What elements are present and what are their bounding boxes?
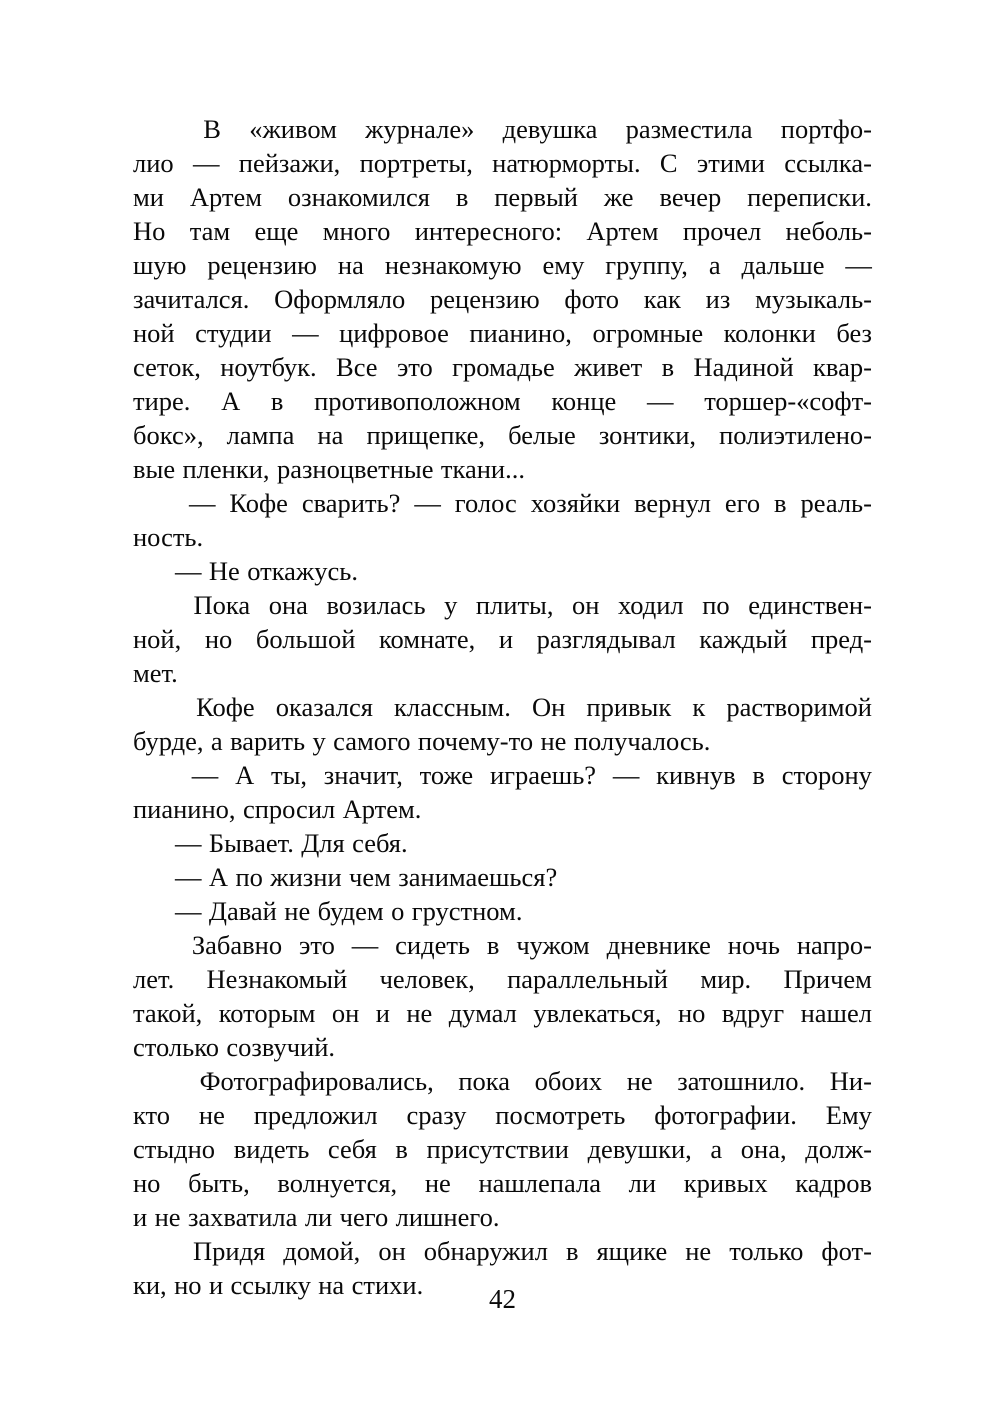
word: человек, (379, 964, 475, 994)
word: девушки, (587, 1134, 692, 1164)
word: же (603, 182, 634, 212)
word: там (189, 216, 231, 246)
word: напро- (796, 930, 872, 960)
word: будем (317, 896, 384, 926)
word: ноутбук. (220, 352, 317, 382)
word: но (133, 1168, 161, 1198)
word: Ни- (829, 1066, 872, 1096)
word: не (540, 726, 567, 756)
word: сеток, (133, 352, 201, 382)
word: рецензию (430, 284, 540, 314)
word: А (221, 386, 241, 416)
word: а (210, 726, 223, 756)
word: полиэтилено- (719, 420, 872, 450)
word: — (192, 148, 220, 178)
page-number: 42 (489, 1284, 516, 1314)
word: — (188, 488, 216, 518)
word: он (378, 1236, 406, 1266)
word: откажусь. (247, 556, 358, 586)
word: зонтики, (598, 420, 697, 450)
word: сидеть (395, 930, 471, 960)
word: Артем. (342, 794, 422, 824)
word: пианино, (133, 794, 236, 824)
word: по (702, 590, 730, 620)
word: противоположном (314, 386, 521, 416)
word: группу, (605, 250, 688, 280)
word: к (692, 692, 706, 722)
word: живет (574, 352, 643, 382)
word: ной, (133, 624, 182, 654)
word: чужом (516, 930, 590, 960)
word: музыкаль- (755, 284, 872, 314)
word: — (175, 896, 202, 926)
word: и (133, 1202, 148, 1232)
text-line (133, 792, 872, 826)
word: ты, (270, 760, 307, 790)
word: сразу (406, 1100, 467, 1130)
word: кто (133, 1100, 171, 1130)
word: его (724, 488, 761, 518)
word: ссылку (230, 1270, 311, 1300)
word: тоже (419, 760, 474, 790)
word: не (406, 998, 433, 1028)
word: студии (195, 318, 272, 348)
text-line (133, 860, 872, 894)
word: — (175, 828, 202, 858)
word: Все (336, 352, 378, 382)
text-line (133, 418, 872, 452)
text-line (133, 894, 872, 928)
text-line (133, 282, 872, 316)
text-line (133, 724, 872, 758)
word: ознакомился (287, 182, 430, 212)
word: Ему (825, 1100, 872, 1130)
text-line (133, 1030, 872, 1064)
word: тире. (133, 386, 191, 416)
word: параллельный (507, 964, 668, 994)
text-line (133, 996, 872, 1030)
text-line (133, 588, 872, 622)
word: фот- (821, 1236, 872, 1266)
word: себя (327, 1134, 377, 1164)
text-line (133, 520, 872, 554)
text-line (133, 622, 872, 656)
word: не (198, 1100, 225, 1130)
word: «живом (249, 114, 337, 144)
word: первый (494, 182, 578, 212)
word: значит, (323, 760, 403, 790)
word: неболь- (785, 216, 872, 246)
word: на (317, 420, 344, 450)
word: получалось. (573, 726, 711, 756)
word: предложил (253, 1100, 378, 1130)
word: зачитался. (133, 284, 250, 314)
word: это (396, 352, 433, 382)
word: а (708, 250, 721, 280)
word: Давай (208, 896, 277, 926)
word: стихи. (351, 1270, 424, 1300)
word: и (208, 1270, 224, 1300)
word: ность. (133, 522, 204, 552)
word: которым (218, 998, 316, 1028)
word: из (705, 284, 731, 314)
word: вые (133, 454, 176, 484)
word: он (331, 998, 360, 1028)
text-line (133, 214, 872, 248)
word: фотографии. (654, 1100, 797, 1130)
word: но (677, 998, 706, 1028)
word: она (268, 590, 308, 620)
word: Надиной (693, 352, 794, 382)
word: в (455, 182, 469, 212)
word: фото (564, 284, 619, 314)
word: Для (301, 828, 345, 858)
word: шую (133, 250, 187, 280)
word: торшер-«софт- (704, 386, 872, 416)
word: у (312, 726, 326, 756)
word: Артем (586, 216, 659, 246)
word: сварить? (301, 488, 401, 518)
word: в (270, 386, 284, 416)
word: нашел (800, 998, 872, 1028)
word: варить (230, 726, 306, 756)
word: на (337, 250, 364, 280)
word: присутствии (426, 1134, 569, 1164)
word: колонки (723, 318, 816, 348)
word: занимаешься? (398, 862, 558, 892)
word: жизни (270, 862, 342, 892)
word: журнале» (365, 114, 475, 144)
word: Кофе (196, 692, 255, 722)
word: разместила (625, 114, 753, 144)
word: пленки, (182, 454, 270, 484)
word: — (191, 760, 219, 790)
word: стыдно (133, 1134, 216, 1164)
word: пианино, (469, 318, 572, 348)
word: долж- (805, 1134, 872, 1164)
word: девушка (502, 114, 598, 144)
word: не (154, 1202, 181, 1232)
word: домой, (283, 1236, 361, 1266)
word: ли (628, 1168, 657, 1198)
word: но (204, 624, 233, 654)
word: Бывает. (208, 828, 294, 858)
text-line (133, 112, 872, 146)
word: пейзажи, (238, 148, 341, 178)
text-line (133, 826, 872, 860)
word: чего (339, 1202, 389, 1232)
word: посмотреть (495, 1100, 626, 1130)
word: единствен- (748, 590, 872, 620)
word: ки, (133, 1270, 167, 1300)
word: — (647, 386, 674, 416)
word: не (626, 1066, 653, 1096)
word: много (322, 216, 391, 246)
word: увлекаться, (533, 998, 662, 1028)
word: он (572, 590, 600, 620)
word: бокс», (133, 420, 204, 450)
text-line (133, 486, 872, 520)
text-line (133, 758, 872, 792)
word: кивнув (656, 760, 736, 790)
word: обоих (534, 1066, 603, 1096)
word: ссылка- (784, 148, 872, 178)
word: ми (133, 182, 164, 212)
word: цифровое (339, 318, 449, 348)
word: ему (542, 250, 585, 280)
word: и (498, 624, 513, 654)
word: разглядывал (536, 624, 676, 654)
word: в (752, 760, 765, 790)
word: — (845, 250, 872, 280)
word: мир. (700, 964, 752, 994)
word: громадье (452, 352, 555, 382)
word: еще (254, 216, 299, 246)
word: и (375, 998, 390, 1028)
word: ткани... (440, 454, 525, 484)
word: квар- (813, 352, 872, 382)
word: вдруг (721, 998, 785, 1028)
word: не (284, 896, 311, 926)
text-line (133, 690, 872, 724)
word: белые (508, 420, 576, 450)
word: себя. (352, 828, 408, 858)
word: созвучий. (226, 1032, 336, 1062)
word: Фотографировались, (199, 1066, 434, 1096)
text-line (133, 1064, 872, 1098)
word: дневнике (606, 930, 711, 960)
word: оказался (275, 692, 373, 722)
word: огромные (592, 318, 704, 348)
word: в (661, 352, 675, 382)
word: не (424, 1168, 451, 1198)
word: привык (586, 692, 672, 722)
word: на (318, 1270, 345, 1300)
word: ли (304, 1202, 333, 1232)
text-line (133, 248, 872, 282)
word: дальше (741, 250, 825, 280)
word: Причем (783, 964, 872, 994)
word: А (235, 760, 255, 790)
word: этими (696, 148, 765, 178)
word: быть, (188, 1168, 250, 1198)
word: натюрморты. (492, 148, 641, 178)
word: прищепке, (366, 420, 486, 450)
word: каждый (699, 624, 788, 654)
word: в (486, 930, 500, 960)
word: незнакомую (384, 250, 522, 280)
word: кривых (683, 1168, 768, 1198)
word: — (612, 760, 640, 790)
text-line (133, 384, 872, 418)
word: захватила (187, 1202, 298, 1232)
word: ходил (618, 590, 684, 620)
word: столько (133, 1032, 219, 1062)
word: Пока (193, 590, 251, 620)
word: Артем (189, 182, 262, 212)
word: лио (133, 148, 174, 178)
word: комнате, (378, 624, 476, 654)
word: — (351, 930, 379, 960)
word: С (659, 148, 678, 178)
word: не (685, 1236, 712, 1266)
word: в (565, 1236, 579, 1266)
word: голос (454, 488, 517, 518)
word: пред- (810, 624, 872, 654)
word: чем (349, 862, 391, 892)
word: Придя (193, 1236, 266, 1266)
text-line (133, 1132, 872, 1166)
word: видеть (233, 1134, 310, 1164)
word: — (175, 556, 202, 586)
word: Забавно (191, 930, 283, 960)
text-line (133, 350, 872, 384)
word: ной (133, 318, 175, 348)
word: нашлепала (478, 1168, 601, 1198)
word: Незнакомый (206, 964, 348, 994)
word: Он (531, 692, 566, 722)
word: лишнего. (395, 1202, 500, 1232)
word: без (836, 318, 872, 348)
text-line (133, 656, 872, 690)
word: играешь? (489, 760, 597, 790)
word: классным. (394, 692, 511, 722)
text-line (133, 1166, 872, 1200)
body-text-column (133, 112, 872, 1302)
word: затошнило. (677, 1066, 806, 1096)
word: — (292, 318, 319, 348)
word: растворимой (726, 692, 872, 722)
word: о (391, 896, 405, 926)
word: реаль- (800, 488, 872, 518)
word: в (774, 488, 787, 518)
word: В (203, 114, 221, 144)
text-line (133, 1098, 872, 1132)
word: прочел (682, 216, 762, 246)
word: она, (740, 1134, 787, 1164)
word: портреты, (359, 148, 473, 178)
word: по (235, 862, 263, 892)
word: такой, (133, 998, 203, 1028)
word: спросил (242, 794, 336, 824)
word: ночь (727, 930, 780, 960)
word: но (174, 1270, 202, 1300)
text-line (133, 928, 872, 962)
word: пока (458, 1066, 511, 1096)
word: рецензию (207, 250, 317, 280)
text-line (133, 146, 872, 180)
text-line (133, 180, 872, 214)
text-line (133, 1234, 872, 1268)
word: обнаружил (423, 1236, 548, 1266)
word: кадров (795, 1168, 872, 1198)
word: лампа (226, 420, 295, 450)
word: волнуется, (277, 1168, 398, 1198)
word: Но (133, 216, 166, 246)
word: хозяйки (530, 488, 621, 518)
text-line (133, 316, 872, 350)
word: самого (333, 726, 411, 756)
word: — (414, 488, 441, 518)
word: а (710, 1134, 723, 1164)
word: лет. (133, 964, 175, 994)
word: плиты, (475, 590, 554, 620)
word: Оформляло (274, 284, 406, 314)
word: Не (208, 556, 240, 586)
text-line (133, 452, 872, 486)
word: разноцветные (276, 454, 434, 484)
word: портфо- (780, 114, 872, 144)
word: возилась (326, 590, 426, 620)
word: мет. (133, 658, 178, 688)
word: большой (255, 624, 356, 654)
word: ящике (596, 1236, 668, 1266)
word: переписки. (747, 182, 872, 212)
text-line (133, 554, 872, 588)
word: — (175, 862, 202, 892)
word: в (395, 1134, 408, 1164)
word: у (444, 590, 458, 620)
word: почему-то (417, 726, 534, 756)
word: бурде, (133, 726, 204, 756)
word: грустном. (411, 896, 523, 926)
word: вернул (634, 488, 711, 518)
word: интересного: (414, 216, 563, 246)
word: только (729, 1236, 804, 1266)
word: как (643, 284, 681, 314)
word: сторону (781, 760, 872, 790)
word: это (299, 930, 335, 960)
word: вечер (659, 182, 722, 212)
word: Кофе (229, 488, 288, 518)
word: А (208, 862, 229, 892)
text-line (133, 962, 872, 996)
word: думал (448, 998, 517, 1028)
text-line (133, 1200, 872, 1234)
word: конце (551, 386, 617, 416)
